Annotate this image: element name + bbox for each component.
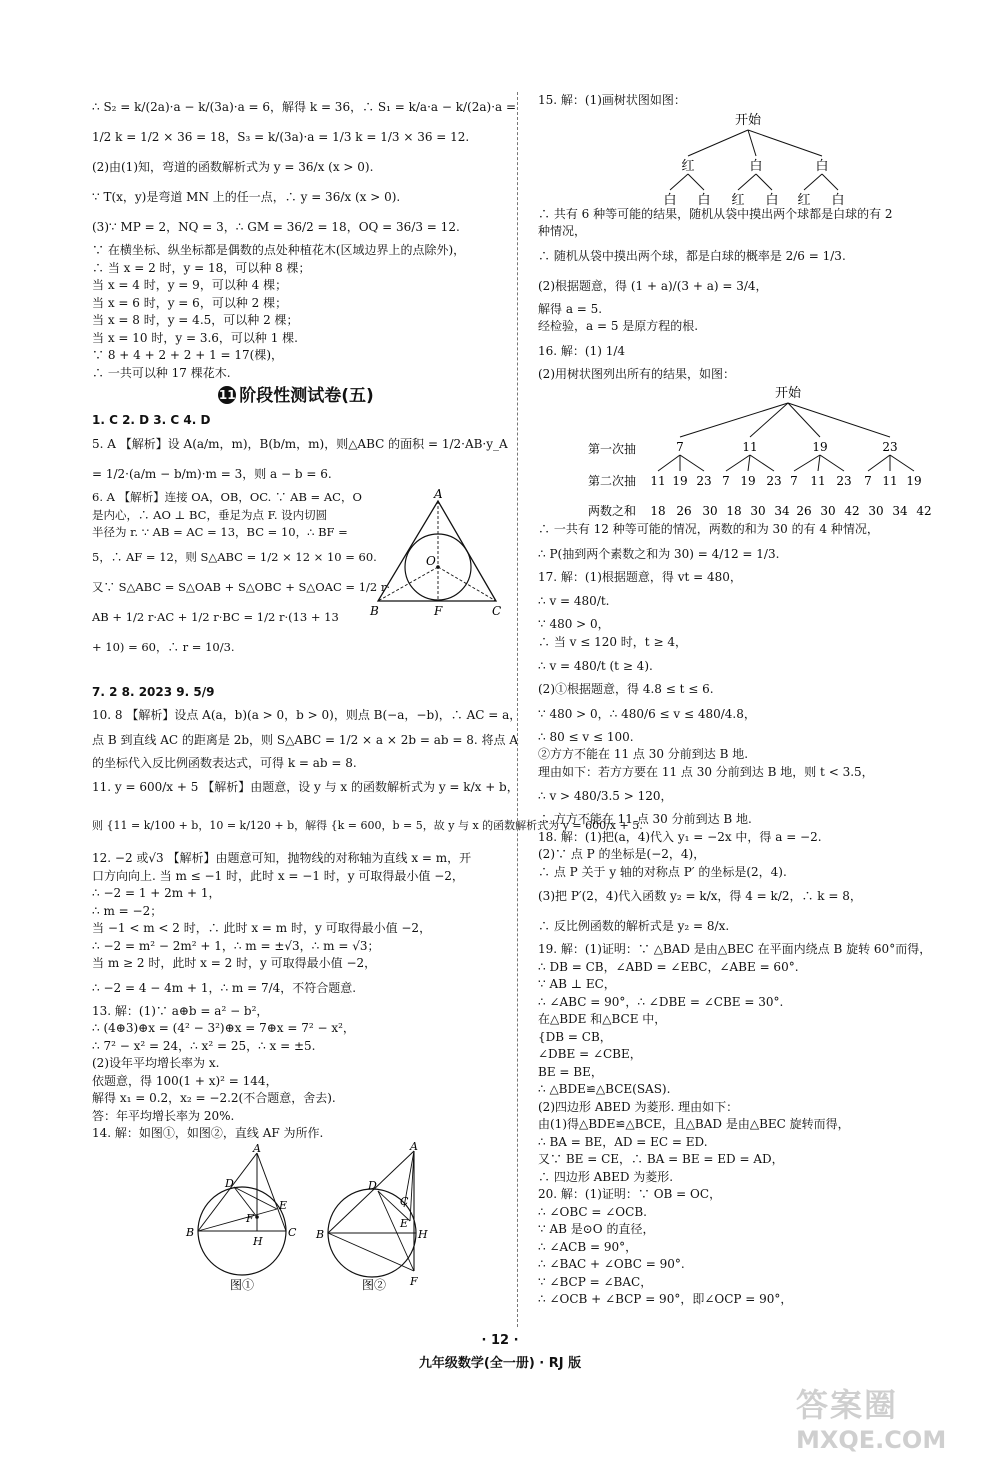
q13-line: 13. 解：(1)∵ a⊕b = a² − b²， xyxy=(92,1003,269,1018)
tree1-root: 开始 xyxy=(734,112,762,128)
tree2-sum: 34 xyxy=(892,504,908,518)
q11-line: 则 {11 = k/100 + b，10 = k/120 + b，解得 {k = 600，b = 5，故 y 与 x 的函数解析式为 y = 600/x + 5. xyxy=(92,819,643,832)
q6-line: 是内心，∴ AO ⊥ BC，垂足为点 F. 设内切圆 xyxy=(92,507,328,522)
q19-line: ∴ △BDE≌△BCE(SAS). xyxy=(538,1082,671,1096)
q15-line: ∴ 共有 6 种等可能的结果，随机从袋中摸出两个球都是白球的有 2 xyxy=(538,206,893,221)
tree2-sum: 18 xyxy=(650,504,666,518)
fig2-label-E: E xyxy=(400,1216,409,1230)
page-number: · 12 · xyxy=(481,1333,519,1348)
q13-line: 解得 x₁ = 0.2，x₂ = −2.2(不合题意，舍去). xyxy=(92,1091,336,1105)
tree2-node: 19 xyxy=(812,440,828,454)
q11-line: 11. y = 600/x + 5 【解析】由题意，设 y 与 x 的函数解析式为 y = k/x + b， xyxy=(92,780,519,794)
figure-1 xyxy=(185,1142,297,1292)
q18-line: 18. 解：(1)把(a，4)代入 y₁ = −2x 中，得 a = −2. xyxy=(538,829,822,844)
tree2-sum: 34 xyxy=(774,504,790,518)
fig1-label-C: C xyxy=(288,1225,297,1239)
q6-line: 6. A 【解析】连接 OA，OB，OC. ∵ AB = AC，O xyxy=(92,490,362,504)
q5-line: 5. A 【解析】设 A(a/m，m)，B(b/m，m)，则△ABC 的面积 = 1/2·AB·y_A xyxy=(92,437,508,451)
tree-diagram-1 xyxy=(538,110,938,206)
edition-label: 九年级数学(全一册) · RJ 版 xyxy=(418,1356,582,1371)
q17-line: ∵ 480 > 0， xyxy=(538,617,610,631)
fig1-caption: 图① xyxy=(230,1277,255,1292)
text-line: 当 x = 6 时，y = 6，可以种 2 棵； xyxy=(92,295,288,310)
q6-line: 5，∴ AF = 12，则 S△ABC = 1/2 × 12 × 10 = 60. xyxy=(92,549,377,564)
q13-line: ∴ (4⊕3)⊕x = (4² − 3²)⊕x = 7⊕x = 7² − x²， xyxy=(92,1021,355,1035)
text-line: ∵ 在横坐标、纵坐标都是偶数的点处种植花木(区域边界上的点除外)， xyxy=(92,243,466,257)
tree2-sums-row xyxy=(538,501,938,521)
q12-line: 口方向向上. 当 m ≤ −1 时，此时 x = −1 时，y 可取得最小值 −2， xyxy=(92,868,464,883)
q17-line: ∴ 方方不能在 11 点 30 分前到达 B 地. xyxy=(538,812,752,826)
text-line: (2)由(1)知，弯道的函数解析式为 y = 36/x (x > 0). xyxy=(92,160,374,174)
tree1-node: 白 xyxy=(749,158,763,174)
watermark-bottom: MXQE.COM xyxy=(796,1426,947,1454)
tree2-leaf: 19 xyxy=(740,474,756,488)
label-C: C xyxy=(492,604,502,618)
label-A: A xyxy=(434,487,443,501)
tree2-leaf: 23 xyxy=(696,474,712,488)
label-O: O xyxy=(426,554,436,568)
fig1-label-H: H xyxy=(253,1234,263,1248)
tree2-leaf: 7 xyxy=(790,474,798,488)
fig2-label-H: H xyxy=(418,1227,428,1241)
fig2-label-B: B xyxy=(316,1227,325,1241)
tree2-sum: 30 xyxy=(750,504,766,518)
watermark-logo xyxy=(796,1380,986,1454)
tree2-sum: 26 xyxy=(676,504,692,518)
q19-line: ∴ 四边形 ABED 为菱形. xyxy=(538,1169,674,1184)
tree1-leaf: 红 xyxy=(731,192,745,208)
answers-1-4: 1. C 2. D 3. C 4. D xyxy=(92,412,211,427)
q20-line: ∴ ∠BAC + ∠OBC = 90°. xyxy=(538,1257,685,1271)
q18-line: ∴ 点 P 关于 y 轴的对称点 P′ 的坐标是(2，4). xyxy=(538,864,787,879)
fig1-label-B: B xyxy=(186,1225,195,1239)
text-line: 当 x = 4 时，y = 9，可以种 4 棵； xyxy=(92,278,288,292)
q19-line: ∴ ∠ABC = 90°，∴ ∠DBE = ∠CBE = 30°. xyxy=(538,994,784,1009)
tree2-leaf: 11 xyxy=(650,474,666,488)
tree2-sum: 30 xyxy=(868,504,884,518)
q10-line: 的坐标代入反比例函数表达式，可得 k = ab = 8. xyxy=(92,755,357,770)
fig2-label-F: F xyxy=(410,1274,418,1288)
text-line: ∵ T(x，y)是弯道 MN 上的任一点，∴ y = 36/x (x > 0). xyxy=(92,190,401,204)
section-title-text: 阶段性测试卷(五) xyxy=(239,386,374,406)
tree1-leaf: 白 xyxy=(831,192,845,208)
tree2-leaf: 7 xyxy=(722,474,730,488)
q19-line: ∴ DB = CB，∠ABD = ∠EBC，∠ABE = 60°. xyxy=(538,959,799,974)
tree2-row1-label: 第一次抽 xyxy=(588,442,637,456)
q18-line: ∴ 反比例函数的解析式是 y₂ = 8/x. xyxy=(538,919,730,933)
q-prev-solution xyxy=(92,92,517,382)
q19-line: 19. 解：(1)证明：∵ △BAD 是由△BEC 在平面内绕点 B 旋转 60°而得， xyxy=(538,942,932,956)
tree1-leaf: 红 xyxy=(797,192,811,208)
incircle-triangle-figure xyxy=(370,489,502,619)
q14-figures xyxy=(92,1139,500,1293)
q16-line: ∴ 一共有 12 种等可能的情况，两数的和为 30 的有 4 种情况， xyxy=(538,522,879,536)
q17-line: ②方方不能在 11 点 30 分前到达 B 地. xyxy=(538,747,749,761)
q19-line: (2)四边形 ABED 为菱形. 理由如下： xyxy=(538,1099,739,1114)
q19-line: 又∵ BE = CE，∴ BA = BE = ED = AD， xyxy=(538,1152,784,1166)
fig2-label-A: A xyxy=(410,1139,418,1153)
tree2-node: 7 xyxy=(676,440,684,454)
q12-line: 当 −1 < m < 2 时，∴ 此时 x = m 时，y 可取得最小值 −2， xyxy=(92,921,432,935)
text-line: ∴ 一共可以种 17 棵花木. xyxy=(92,365,231,380)
q12-line: ∴ −2 = 1 + 2m + 1， xyxy=(92,886,221,900)
q17-line: 17. 解：(1)根据题意，得 vt = 480， xyxy=(538,569,742,584)
q16-line: (2)用树状图列出所有的结果，如图： xyxy=(538,366,735,381)
q17-line: (2)①根据题意，得 4.8 ≤ t ≤ 6. xyxy=(538,682,714,696)
section-title xyxy=(92,386,500,406)
q17-line: ∵ 480 > 0，∴ 480/6 ≤ v ≤ 480/4.8， xyxy=(538,706,756,721)
q19-line: BE = BE， xyxy=(538,1064,603,1079)
q20-line: 20. 解：(1)证明：∵ OB = OC， xyxy=(538,1187,722,1201)
tree2-leaf: 11 xyxy=(810,474,826,488)
q12-line: ∴ −2 = m² − 2m² + 1，∴ m = ±√3，∴ m = √3； xyxy=(92,938,380,953)
tree2-leaf: 19 xyxy=(672,474,688,488)
tree2-leaf: 19 xyxy=(906,474,922,488)
q15-line: ∴ 随机从袋中摸出两个球，都是白球的概率是 2/6 = 1/3. xyxy=(538,248,846,263)
q16-line: ∴ P(抽到两个素数之和为 30) = 4/12 = 1/3. xyxy=(538,546,780,561)
fig1-label-D: D xyxy=(225,1176,234,1190)
right-column xyxy=(538,92,938,1309)
text-line: 1/2 k = 1/2 × 36 = 18，S₃ = k/(3a)·a = 1/3 k = 1/3 × 36 = 12. xyxy=(92,130,470,144)
q6-line: 半径为 r. ∵ AB = AC = 13，BC = 10，∴ BF = xyxy=(92,525,348,539)
q17-line: ∴ v = 480/t (t ≥ 4). xyxy=(538,659,653,673)
q17-line: ∴ 80 ≤ v ≤ 100. xyxy=(538,729,634,744)
fig1-label-F: F xyxy=(246,1211,254,1225)
q15-line: (2)根据题意，得 (1 + a)/(3 + a) = 3/4， xyxy=(538,278,768,293)
q20-line: ∵ ∠BCP = ∠BAC， xyxy=(538,1274,653,1289)
q6-line: 又∵ S△ABC = S△OAB + S△OBC + S△OAC = 1/2 r· xyxy=(92,579,391,594)
text-line: 当 x = 10 时，y = 3.6，可以种 1 棵. xyxy=(92,330,298,345)
q17-line: ∴ v > 480/3.5 > 120， xyxy=(538,789,673,803)
answers-7-9: 7. 2 8. 2023 9. 5/9 xyxy=(92,685,215,699)
q16-line: 16. 解：(1) 1/4 xyxy=(538,343,626,358)
tree2-leaf: 11 xyxy=(882,474,898,488)
column-divider xyxy=(517,92,518,1327)
q18-line: (3)把 P′(2，4)代入函数 y₂ = k/x，得 4 = k/2，∴ k = 8， xyxy=(538,889,862,903)
text-line: (3)∵ MP = 2，NQ = 3，∴ GM = 36/2 = 18，OQ = 36/3 = 12. xyxy=(92,220,460,234)
q19-line: ∵ AB ⊥ EC， xyxy=(538,977,616,991)
q20-line: ∵ AB 是⊙O 的直径， xyxy=(538,1222,655,1236)
q17-line: ∴ 当 v ≤ 120 时，t ≥ 4， xyxy=(538,634,687,649)
q6-block xyxy=(92,489,500,677)
tree2-node: 23 xyxy=(882,440,898,454)
q19-line: 由(1)得△BDE≌△BCE，且△BAD 是由△BEC 旋转而得， xyxy=(538,1117,850,1131)
q19-line: ∠DBE = ∠CBE， xyxy=(538,1047,642,1061)
tree2-sum: 42 xyxy=(844,504,860,518)
tree2-leaf: 23 xyxy=(836,474,852,488)
q13-line: 依题意，得 100(1 + x)² = 144， xyxy=(92,1073,278,1088)
fig2-caption: 图② xyxy=(362,1277,387,1292)
q19-line: ∴ BA = BE，AD = EC = ED. xyxy=(538,1134,708,1149)
watermark-top: 答案圈 xyxy=(796,1386,899,1424)
tree-diagram-2 xyxy=(538,383,938,501)
q13-line: (2)设年平均增长率为 x. xyxy=(92,1056,220,1070)
q17-line: ∴ v = 480/t. xyxy=(538,594,610,608)
q19-line: {DB = CB， xyxy=(538,1029,612,1044)
q15-line: 解得 a = 5. xyxy=(538,301,603,316)
q14-line: 14. 解：如图①，如图②，直线 AF 为所作. xyxy=(92,1126,324,1140)
figure-2 xyxy=(315,1140,428,1292)
tree1-leaf: 白 xyxy=(765,192,779,208)
fig2-label-D: D xyxy=(368,1178,377,1192)
q17-line: 理由如下：若方方要在 11 点 30 分前到达 B 地，则 t < 3.5， xyxy=(538,764,874,779)
fig1-label-E: E xyxy=(279,1198,288,1212)
q5-line: = 1/2·(a/m − b/m)·m = 3，则 a − b = 6. xyxy=(92,467,332,481)
q12-line: ∴ m = −2； xyxy=(92,903,163,918)
q18-line: (2)∵ 点 P 的坐标是(−2，4)， xyxy=(538,847,706,861)
text-line: 当 x = 8 时，y = 4.5，可以种 2 棵； xyxy=(92,313,299,327)
q20-line: ∴ ∠OCB + ∠BCP = 90°，即∠OCP = 90°， xyxy=(538,1292,793,1306)
q13-line: 答：年平均增长率为 20%. xyxy=(92,1108,235,1123)
fig2-label-C: C xyxy=(400,1194,409,1208)
tree2-leaf: 23 xyxy=(766,474,782,488)
tree2-node: 11 xyxy=(742,440,758,454)
q10-line: 点 B 到直线 AC 的距离是 2b，则 S△ABC = 1/2 × a × 2b = ab = 8. 将点 A xyxy=(92,732,518,747)
q19-line: 在△BDE 和△BCE 中， xyxy=(538,1012,667,1026)
tree1-leaf: 白 xyxy=(697,192,711,208)
tree2-row2-label: 第二次抽 xyxy=(588,474,637,488)
tree2-sum: 26 xyxy=(796,504,812,518)
tree2-sum: 30 xyxy=(702,504,718,518)
tree2-leaf: 7 xyxy=(864,474,872,488)
tree2-sum: 42 xyxy=(916,504,932,518)
q15-line: 经检验，a = 5 是原方程的根. xyxy=(538,319,699,333)
tree1-leaf: 白 xyxy=(663,192,677,208)
q15-line: 种情况， xyxy=(538,224,587,238)
q20-line: ∴ ∠OBC = ∠OCB. xyxy=(538,1204,647,1219)
label-F: F xyxy=(434,604,443,618)
q6-line: + 10) = 60，∴ r = 10/3. xyxy=(92,639,235,654)
text-line: ∵ 8 + 4 + 2 + 2 + 1 = 17(棵)， xyxy=(92,348,284,362)
tree2-root: 开始 xyxy=(774,386,802,401)
q12-line: 12. −2 或√3 【解析】由题意可知，抛物线的对称轴为直线 x = m，开 xyxy=(92,851,472,865)
q13-line: ∴ 7² − x² = 24，∴ x² = 25，∴ x = ±5. xyxy=(92,1038,316,1053)
tree2-sum-label: 两数之和 xyxy=(588,504,637,518)
q15-line: 15. 解：(1)画树状图如图： xyxy=(538,93,686,107)
q12-line: 当 m ≥ 2 时，此时 x = 2 时，y 可取得最小值 −2， xyxy=(92,956,377,970)
tree2-sum: 18 xyxy=(726,504,742,518)
text-line: ∴ S₂ = k/(2a)·a − k/(3a)·a = 6，解得 k = 36，∴ S₁ = k/a·a − k/(2a)·a = xyxy=(92,100,517,114)
q10-line: 10. 8 【解析】设点 A(a，b)(a > 0，b > 0)，则点 B(−a，−b)，∴ AC = a， xyxy=(92,708,522,722)
q12-line: ∴ −2 = 4 − 4m + 1，∴ m = 7/4，不符合题意. xyxy=(92,980,357,995)
tree1-node: 红 xyxy=(681,158,695,174)
section-number-badge: 11 xyxy=(218,388,236,402)
label-B: B xyxy=(370,604,379,618)
tree1-node: 白 xyxy=(815,158,829,174)
q6-line: AB + 1/2 r·AC + 1/2 r·BC = 1/2 r·(13 + 13 xyxy=(92,609,339,624)
text-line: ∴ 当 x = 2 时，y = 18，可以种 8 棵； xyxy=(92,260,311,275)
fig1-label-A: A xyxy=(253,1141,261,1155)
q20-line: ∴ ∠ACB = 90°， xyxy=(538,1239,638,1254)
tree2-sum: 30 xyxy=(820,504,836,518)
